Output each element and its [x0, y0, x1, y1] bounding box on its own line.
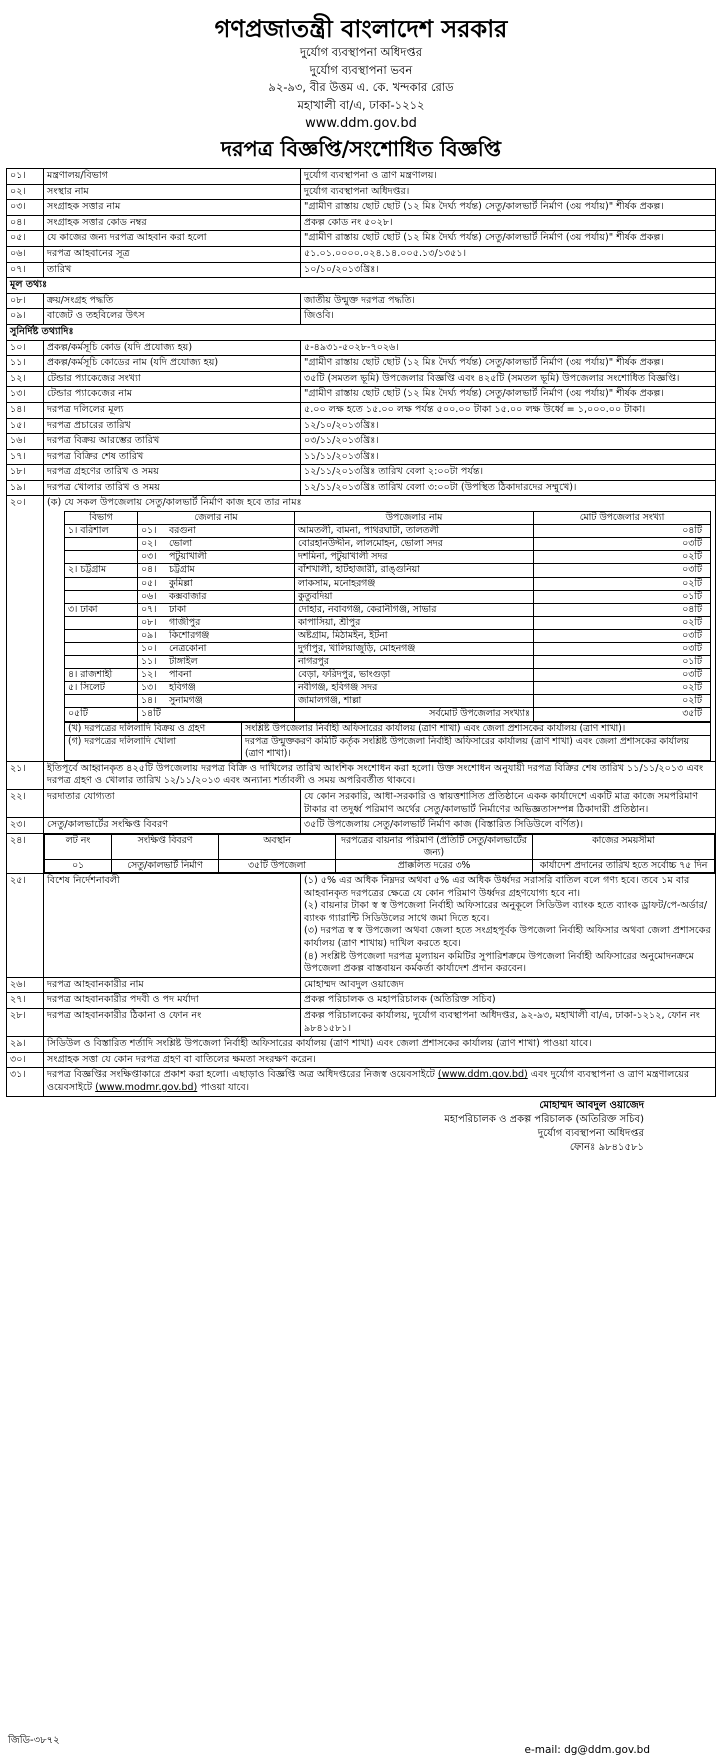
document-opening-row	[65, 735, 711, 760]
row-label: দরদাতার যোগ্যতা	[44, 790, 301, 818]
road-address: ৯২-৯৩, বীর উত্তম এ. কে. খন্দকার রোড	[268, 80, 454, 94]
row-label: প্রকল্প/কর্মসূচি কোড (যদি প্রযোজ্য হয়)	[44, 340, 301, 356]
row-number: ০৩।	[7, 200, 44, 216]
document-opening-value: দরপত্র উন্মুক্তকরণ কমিটি কর্তৃক সংশ্লিষ্ট উপজেলা নির্বাহী অফিসারের কার্যালয় (ত্রাণ শাখা) এবং জেলা প্রশাসকের কার্যালয় (ত্রাণ শাখা)।	[242, 735, 711, 760]
division-name: ৪। রাজশাহী	[65, 669, 138, 682]
table-row	[7, 246, 716, 262]
row-value: ১২/১১/২০১৩খ্রিঃ তারিখ বেলা ২:০০টা পর্যন্ত।	[301, 465, 716, 481]
district-number: ০৯।	[141, 629, 157, 641]
district-name: গাজীপুর	[169, 616, 201, 628]
row-number: ০৮।	[7, 293, 44, 309]
upazila-count: ০২টি	[534, 682, 711, 695]
district-name: বরগুনা	[169, 525, 196, 537]
section-main-info	[7, 278, 716, 294]
table-row30	[7, 1052, 716, 1068]
row-number: ১১।	[7, 356, 44, 372]
row-label: সেতু/কালভার্টের সংক্ষিপ্ত বিবরণ	[44, 818, 301, 834]
district-number: ১১।	[141, 656, 157, 668]
district-name: সুনামগঞ্জ	[169, 695, 203, 707]
table-row	[7, 465, 716, 481]
lot-row	[45, 860, 715, 873]
district-name: কুমিল্লা	[169, 577, 193, 589]
upazila-row	[65, 669, 711, 682]
row-number: ১৩।	[7, 387, 44, 403]
upazila-names: বাঁশখালী, হাটহাজারী, রাঙ্গুনিয়া	[295, 564, 534, 577]
lot-block	[44, 833, 716, 873]
publication-text: দরপত্র বিজ্ঞপ্তির সংক্ষিপ্তাকারে প্রকাশ করা হলো। এছাড়াও বিজ্ঞপ্তি অত্র অধিদপ্তরের নিজস্ব ওয়েবসাইটে	[47, 1069, 435, 1081]
division-name	[65, 656, 138, 669]
publication-text: এবং দুর্যোগ ব্যবস্থাপনা ও ত্রাণ মন্ত্রণালয়ের ওয়েবসাইটে	[47, 1069, 690, 1093]
table-row-21	[7, 761, 716, 789]
district-cell	[138, 590, 295, 603]
footer-code: জিডি-৩৮৭২	[8, 1735, 60, 1746]
district-number: ০১।	[141, 525, 157, 537]
division-name	[65, 551, 138, 564]
district-cell	[138, 643, 295, 656]
row-label: দরপত্র আহবানকারীর ঠিকানা ও ফোন নং	[44, 1009, 301, 1037]
table-row-24	[7, 833, 716, 873]
row-number: ২৬।	[7, 977, 44, 993]
district-cell	[138, 695, 295, 708]
upazila-table	[64, 511, 711, 722]
row-value: প্রকল্প কোড নং ৫০২৮।	[301, 215, 716, 231]
row-number: ৩১।	[7, 1068, 44, 1096]
publication-text: পাওয়া যাবে।	[200, 1082, 250, 1093]
district-number: ০৪।	[141, 564, 157, 576]
division-name: ৩। ঢাকা	[65, 603, 138, 616]
signer-email[interactable]: e-mail: dg@ddm.gov.bd	[524, 1744, 650, 1756]
document-opening-label: (গ) দরপত্রের দলিলাদি খোলা	[65, 735, 242, 760]
table-row	[7, 434, 716, 450]
upazila-total-row	[65, 708, 711, 721]
document-sale-value: সংশ্লিষ্ট উপজেলার নির্বাহী অফিসারের কার্যালয় (ত্রাণ শাখা) এবং জেলা প্রশাসকের কার্যালয় (ত্রাণ শাখা)।	[242, 722, 711, 735]
table-row	[7, 184, 716, 200]
upazila-count: ০৩টি	[534, 564, 711, 577]
table-row	[7, 993, 716, 1009]
division-name	[65, 629, 138, 642]
table-row22	[7, 790, 716, 818]
district-cell	[138, 629, 295, 642]
district-cell	[138, 551, 295, 564]
district-name: চট্টগ্রাম	[169, 564, 195, 576]
division-name: ১। বরিশাল	[65, 525, 138, 538]
table-row	[7, 977, 716, 993]
row-label: দরপত্র গ্রহণের তারিখ ও সময়	[44, 465, 301, 481]
row-value: ৫-৪৯৩১-৫০২৮-৭০২৬।	[301, 340, 716, 356]
row-number: ২৩।	[7, 818, 44, 834]
upazila-count: ০২টি	[534, 551, 711, 564]
section-specific-info-label: সুনির্দিষ্ট তথ্যাদিঃ	[7, 324, 716, 340]
row-label: দরপত্র আহবানকারীর পদবী ও পদ মর্যাদা	[44, 993, 301, 1009]
row-value: প্রকল্প পরিচালক ও মহাপরিচালক (অতিরিক্ত সচিব)	[301, 993, 716, 1009]
row-value: "গ্রামীণ রাস্তায় ছোট ছোট (১২ মিঃ দৈর্ঘ্য পর্যন্ত) সেতু/কালভার্ট নির্মাণ (৩য় পর্যায়)" শীর্ষক প্রকল্প।	[301, 200, 716, 216]
upazila-count: ০২টি	[534, 616, 711, 629]
upazila-names: নাগরপুর	[295, 656, 534, 669]
lot-table	[44, 834, 715, 873]
upazila-row	[65, 577, 711, 590]
district-name: পটুয়াখালী	[169, 551, 207, 563]
row-value: ০৩/১১/২০১৩খ্রিঃ।	[301, 434, 716, 450]
table-row	[7, 402, 716, 418]
upazila-names: কুতুবদিয়া	[295, 590, 534, 603]
lot-header-row	[45, 834, 715, 859]
instruction-item: (১) ৫% এর অধিক নিম্নদর অথবা ৫% এর অধিক উর্ধ্বদর সরাসরি বাতিল বলে গণ্য হবে। তবে ১ম বার আহবানকৃত দরপত্রের ক্ষেত্রে যে কোন পরিমাণ উর্ধ্বদর গ্রহণযোগ্য হবে না।	[304, 875, 690, 899]
row-value: যে কোন সরকারি, আধা-সরকারি ও স্বায়ত্তশাসিত প্রতিষ্ঠানে একক কার্যাদেশে একটি মাত্র কাজে সমপরিমাণ টাকার বা তদুর্ধ্ব পরিমাণ অর্থের সেতু/কালভার্ট নির্মাণের অভিজ্ঞতাসম্পন্ন ঠিকাদারী প্রতিষ্ঠান।	[301, 790, 716, 818]
upazila-count: ০৩টি	[534, 643, 711, 656]
lot-cell: সেতু/কালভার্ট নির্মাণ	[112, 860, 219, 873]
upazila-row	[65, 590, 711, 603]
row-value: "গ্রামীণ রাস্তায় ছোট ছোট (১২ মিঃ দৈর্ঘ্য পর্যন্ত) সেতু/কালভার্ট নির্মাণ (৩য় পর্যায়)" শীর্ষক প্রকল্প।	[301, 231, 716, 247]
row-value: ১০/১০/২০১৩খ্রিঃ।	[301, 262, 716, 278]
document-sale-table	[64, 722, 711, 761]
signer-title: মহাপরিচালক ও প্রকল্প পরিচালক (অতিরিক্ত সচিব)	[444, 1113, 644, 1125]
row-number: ০৯।	[7, 309, 44, 325]
upazila-names: জামালগঞ্জ, শাল্লা	[295, 695, 534, 708]
district-cell	[138, 577, 295, 590]
upazila-block	[44, 496, 716, 761]
upazila-row	[65, 656, 711, 669]
ddm-website-link[interactable]: (www.ddm.gov.bd)	[437, 1069, 528, 1081]
table-row	[7, 418, 716, 434]
upazila-count: ০৪টি	[534, 525, 711, 538]
division-name	[65, 538, 138, 551]
division-name	[65, 616, 138, 629]
row-number: ০১।	[7, 169, 44, 185]
row-number: ০৬।	[7, 246, 44, 262]
row-number: ১৫।	[7, 418, 44, 434]
district-number: ০৮।	[141, 616, 157, 628]
row-label: দরপত্র প্রচারের তারিখ	[44, 418, 301, 434]
district-number: ০৭।	[141, 603, 157, 615]
district-name: হবিগঞ্জ	[169, 682, 196, 694]
document-sale-row	[65, 722, 711, 735]
table-row	[7, 356, 716, 372]
row-label: বাজেট ও তহবিলের উৎস	[44, 309, 301, 325]
row-value: জাতীয় উন্মুক্ত দরপত্র পদ্ধতি।	[301, 293, 716, 309]
instruction-item: (২) বায়নার টাকা স্ব স্ব উপজেলা নির্বাহী অফিসারের অনুকূলে সিডিউল ব্যাংক হতে ব্যাংক ড্রাফট/পে-অর্ডার/ব্যাংক গ্যারান্টি সিডিউলের সাথে জমা দিতে হবে।	[304, 900, 708, 924]
signer-name: মোহাম্মদ আবদুল ওয়াজেদ	[539, 1099, 644, 1111]
division-name	[65, 695, 138, 708]
upazila-row	[65, 538, 711, 551]
district-number: ০৫।	[141, 577, 157, 589]
row-label: দরপত্র বিক্রয় আরম্ভের তারিখ	[44, 434, 301, 450]
upazila-row	[65, 564, 711, 577]
table-row	[7, 169, 716, 185]
government-title: গণপ্রজাতন্ত্রী বাংলাদেশ সরকার	[214, 15, 508, 43]
division-name: ২। চট্টগ্রাম	[65, 564, 138, 577]
row-value: জিওবি।	[301, 309, 716, 325]
table-row-20	[7, 496, 716, 761]
upazila-intro: (ক) যে সকল উপজেলায় সেতু/কালভার্ট নির্মাণ কাজ হবে তার নামঃ	[47, 497, 302, 509]
district-name: কিশোরগঞ্জ	[169, 629, 210, 641]
row-label: দরপত্র আহবানকারীর নাম	[44, 977, 301, 993]
district-cell	[138, 669, 295, 682]
row-number: ০৭।	[7, 262, 44, 278]
district-name: ভোলা	[169, 538, 193, 550]
table-row	[7, 231, 716, 247]
tender-info-table	[6, 168, 716, 1097]
row-number: ১৯।	[7, 480, 44, 496]
table-row	[7, 449, 716, 465]
table-row23	[7, 818, 716, 834]
row-value: সংগ্রাহক সত্তা যে কোন দরপত্র গ্রহণ বা বাতিলের ক্ষমতা সংরক্ষণ করেন।	[44, 1052, 716, 1068]
upazila-names: কাপাসিয়া, শ্রীপুর	[295, 616, 534, 629]
section-main-info-label: মূল তথ্যঃ	[7, 278, 716, 294]
row-number: ২৯।	[7, 1037, 44, 1053]
upazila-names: অষ্টগ্রাম, মিঠামইন, ইটনা	[295, 629, 534, 642]
website-link[interactable]: www.ddm.gov.bd	[305, 116, 417, 131]
lot-col-header: লট নং	[45, 834, 112, 859]
district-number: ০২।	[141, 538, 157, 550]
row-number: ২২।	[7, 790, 44, 818]
upazila-names: দোহার, নবাবগঞ্জ, কেরানীগঞ্জ, সাভার	[295, 603, 534, 616]
signer-phone: ফোনঃ ৯৮৪১৫৮১	[569, 1141, 644, 1153]
district-number: ০৩।	[141, 551, 157, 563]
row-number: ০২।	[7, 184, 44, 200]
upazila-count: ০৩টি	[534, 669, 711, 682]
building-name: দুর্যোগ ব্যবস্থাপনা ভবন	[309, 62, 413, 77]
row-value: প্রকল্প পরিচালকের কার্যালয়, দুর্যোগ ব্যবস্থাপনা অধিদপ্তর, ৯২-৯৩, মহাখালী বা/এ, ঢাকা-১২১২, ফোন নং ৯৮৪১৫৮১।	[301, 1009, 716, 1037]
row-value: দুর্যোগ ব্যবস্থাপনা ও ত্রাণ মন্ত্রণালয়।	[301, 169, 716, 185]
upazila-row	[65, 629, 711, 642]
district-cell	[138, 525, 295, 538]
upazila-row	[65, 643, 711, 656]
upazila-row	[65, 695, 711, 708]
row-number: ১২।	[7, 371, 44, 387]
row-number: ২১।	[7, 761, 44, 789]
division-name	[65, 590, 138, 603]
lot-cell: ৩৫টি উপজেলা	[219, 860, 336, 873]
table-row	[7, 293, 716, 309]
lot-cell: কার্যাদেশ প্রদানের তারিখ হতে সর্বোচ্চ ৭৫ দিন	[533, 860, 715, 873]
upazila-row	[65, 616, 711, 629]
upazila-count: ০২টি	[534, 695, 711, 708]
upazila-names: লাকসাম, মনোহরগঞ্জ	[295, 577, 534, 590]
upazila-row	[65, 682, 711, 695]
row-value: মোহাম্মদ আবদুল ওয়াজেদ	[301, 977, 716, 993]
table-row29	[7, 1037, 716, 1053]
row-number: ০৪।	[7, 215, 44, 231]
table-row-25	[7, 874, 716, 978]
upazila-col-header: উপজেলার নাম	[295, 512, 534, 525]
upazila-row	[65, 603, 711, 616]
district-name: টাঙ্গাইল	[169, 656, 198, 668]
lot-col-header: দরপত্রের বায়নার পরিমাণ (প্রতিটি সেতু/কালভার্টের জন্য)	[336, 834, 533, 859]
document-sale-label: (খ) দরপত্রের দলিলাদি বিক্রয় ও গ্রহণ	[65, 722, 242, 735]
upazila-names: বোরহানউদ্দীন, লালমোহন, ভোলা সদর	[295, 538, 534, 551]
row-label: টেন্ডার প্যাকেজের নাম	[44, 387, 301, 403]
table-row	[7, 387, 716, 403]
upazila-col-header: বিভাগ	[65, 512, 138, 525]
row-number: ১৪।	[7, 402, 44, 418]
section-specific-info	[7, 324, 716, 340]
upazila-row	[65, 525, 711, 538]
upazila-count: ০৩টি	[534, 538, 711, 551]
district-number: ১০।	[141, 643, 157, 654]
division-name	[65, 643, 138, 656]
row-number: ১৮।	[7, 465, 44, 481]
total-districts: ১৪টি	[138, 708, 295, 721]
row-value: দুর্যোগ ব্যবস্থাপনা অধিদপ্তর।	[301, 184, 716, 200]
row-label: সংগ্রাহক সত্তার কোড নম্বর	[44, 215, 301, 231]
row-label: মন্ত্রণালয়/বিভাগ	[44, 169, 301, 185]
district-cell	[138, 656, 295, 669]
total-divisions: ০৫টি	[65, 708, 138, 721]
row-label: দরপত্র খোলার তারিখ ও সময়	[44, 480, 301, 496]
upazila-names: দশমিনা, পটুয়াখালী সদর	[295, 551, 534, 564]
row-value: "গ্রামীণ রাস্তায় ছোট ছোট (১২ মিঃ দৈর্ঘ্য পর্যন্ত) সেতু/কালভার্ট নির্মাণ (৩য় পর্যায়)" শীর্ষক প্রকল্প।	[301, 356, 716, 372]
table-row	[7, 480, 716, 496]
row-number: ২৭।	[7, 993, 44, 1009]
instruction-item: (৪) সংশ্লিষ্ট উপজেলা দরপত্র মূল্যায়ন কমিটির সুপারিশক্রমে উপজেলা নির্বাহী অফিসারের অনুমোদনক্রমে উপজেলা প্রকল্প বাস্তবায়ন কর্মকর্তা কার্যাদেশ প্রদান করবেন।	[304, 950, 694, 975]
row-value: ১২/১০/২০১৩খ্রিঃ।	[301, 418, 716, 434]
district-number: ০৬।	[141, 590, 157, 602]
district-cell	[138, 616, 295, 629]
district-cell	[138, 682, 295, 695]
row-value: সিডিউল ও বিস্তারিত শর্তাদি সংশ্লিষ্ট উপজেলা নির্বাহী অফিসারের কার্যালয় (ত্রাণ শাখা) এবং জেলা প্রশাসকের কার্যালয় (ত্রাণ শাখা) পাওয়া যাবে।	[44, 1037, 716, 1053]
district-cell	[138, 538, 295, 551]
upazila-count: ০৩টি	[534, 629, 711, 642]
upazila-names: নবীগঞ্জ, হবিগঞ্জ সদর	[295, 682, 534, 695]
row-label: তারিখ	[44, 262, 301, 278]
row-number: ১৬।	[7, 434, 44, 450]
upazila-count: ০৪টি	[534, 603, 711, 616]
lot-col-header: কাজের সময়সীমা	[533, 834, 715, 859]
upazila-count: ০১টি	[534, 590, 711, 603]
upazila-col-header: মোট উপজেলার সংখ্যা	[534, 512, 711, 525]
instruction-item: (৩) দরপত্র স্ব স্ব উপজেলা অথবা জেলা হতে সংগ্রহপূর্বক উপজেলা নির্বাহী অফিসার অথবা জেলা প্রশাসকের কার্যালয় (ত্রাণ শাখায়) দাখিল করতে হবে।	[304, 925, 711, 950]
row-number: ২৪।	[7, 833, 44, 873]
row-number: ২০।	[7, 496, 44, 761]
district-name: ঢাকা	[169, 603, 187, 615]
row-number: ১০।	[7, 340, 44, 356]
row-value: ৩৫টি (সমতল ভূমি) উপজেলার বিজ্ঞপ্তি এবং ৪২৫টি (সমতল ভূমি) উপজেলার সংশোধিত বিজ্ঞপ্তি।	[301, 371, 716, 387]
upazila-names: দুর্গাপুর, খালিয়াজুড়ি, মোহনগঞ্জ	[295, 643, 534, 656]
upazila-row	[65, 551, 711, 564]
district-number: ১৩।	[141, 682, 157, 694]
row-number: ২৫।	[7, 874, 44, 978]
table-row-31	[7, 1068, 716, 1096]
district-name: পাবনা	[169, 669, 192, 681]
row-value: "গ্রামীণ রাস্তায় ছোট ছোট (১২ মিঃ দৈর্ঘ্য পর্যন্ত) সেতু/কালভার্ট নির্মাণ (৩য় পর্যায়)" শীর্ষক প্রকল্প।	[301, 387, 716, 403]
row-value: ৩৫টি উপজেলায় সেতু/কালভার্ট নির্মাণ কাজ (বিস্তারিত সিডিউলে বর্ণিত)।	[301, 818, 716, 834]
row-number: ০৫।	[7, 231, 44, 247]
upazila-count: ০২টি	[534, 577, 711, 590]
special-instructions	[301, 874, 716, 978]
row-value	[44, 1068, 716, 1096]
upazila-names: আমতলী, বামনা, পাথরঘাটা, তালতলী	[295, 525, 534, 538]
row-label: দরপত্র দলিলের মূল্য	[44, 402, 301, 418]
row-label: যে কাজের জন্য দরপত্র আহবান করা হলো	[44, 231, 301, 247]
upazila-count: ০১টি	[534, 656, 711, 669]
table-row	[7, 262, 716, 278]
district-cell	[138, 603, 295, 616]
row-number: ২৮।	[7, 1009, 44, 1037]
signer-office: দুর্যোগ ব্যবস্থাপনা অধিদপ্তর	[537, 1127, 644, 1139]
header	[6, 0, 716, 164]
modmr-website-link[interactable]: (www.modmr.gov.bd)	[95, 1082, 198, 1093]
row-value: ৫.০০ লক্ষ হতে ১৫.০০ লক্ষ পর্যন্ত ৫০০.০০ টাকা ১৫.০০ লক্ষ উর্ধ্বে = ১,০০০.০০ টাকা।	[301, 402, 716, 418]
upazila-names: বেড়া, ফরিদপুর, ভাংগুড়া	[295, 669, 534, 682]
table-row	[7, 200, 716, 216]
row-number: ১৭।	[7, 449, 44, 465]
row-label: টেন্ডার প্যাকেজের সংখ্যা	[44, 371, 301, 387]
district-number: ১৪।	[141, 695, 157, 707]
row-value: ইতিপূর্বে আহ্বানকৃত ৪২৫টি উপজেলায় দরপত্র বিক্রি ও দাখিলের তারিখ আংশিক সংশোধন করা হলো। উক্ত সংশোধন অনুযায়ী দরপত্র বিক্রির শেষ তারিখ ১১/১১/২০১৩ এবং দরপত্র গ্রহণ ও খোলার তারিখ ১২/১১/২০১৩ এবং অন্যান্য শর্তাবলী ও সময় অপরিবর্তীত থাকবে।	[44, 761, 716, 789]
table-row	[7, 309, 716, 325]
signature-block	[6, 1099, 716, 1155]
row-label: প্রকল্প/কর্মসূচি কোডের নাম (যদি প্রযোজ্য হয়)	[44, 356, 301, 372]
table-row	[7, 340, 716, 356]
total-upazilas: ৩৫টি	[534, 708, 711, 721]
division-name	[65, 577, 138, 590]
district-cell	[138, 564, 295, 577]
row-label: সংগ্রাহক সত্তার নাম	[44, 200, 301, 216]
row-number: ৩০।	[7, 1052, 44, 1068]
table-row	[7, 371, 716, 387]
upazila-header-row	[65, 512, 711, 525]
total-label: সর্বমোট উপজেলার সংখ্যাঃ	[295, 708, 534, 721]
department-name: দুর্যোগ ব্যবস্থাপনা অধিদপ্তর	[299, 45, 423, 59]
lot-cell: ০১	[45, 860, 112, 873]
lot-cell: প্রাক্কলিত দরের ৩%	[336, 860, 533, 873]
lot-col-header: সংক্ষিপ্ত বিবরণ	[112, 834, 219, 859]
row-value: ৫১.০১.০০০০.০২৪.১৪.০০৫.১৩/১৩৫১।	[301, 246, 716, 262]
row-label: দরপত্র আহবানের সূত্র	[44, 246, 301, 262]
table-row	[7, 215, 716, 231]
row-label: দরপত্র বিক্রির শেষ তারিখ	[44, 449, 301, 465]
district-number: ১২।	[141, 669, 157, 681]
notice-title: দরপত্র বিজ্ঞপ্তি/সংশোধিত বিজ্ঞপ্তি	[220, 137, 502, 161]
lot-col-header: অবস্থান	[219, 834, 336, 859]
row-label: ক্রয়/সংগ্রহ পদ্ধতি	[44, 293, 301, 309]
area-address: মহাখালী বা/এ, ঢাকা-১২১২	[297, 97, 425, 112]
division-name: ৫। সিলেট	[65, 682, 138, 695]
district-name: নেত্রকোনা	[169, 643, 207, 654]
row-label: বিশেষ নির্দেশনাবলী	[44, 874, 301, 978]
row-label: সংস্থার নাম	[44, 184, 301, 200]
row-value: ১১/১১/২০১৩খ্রিঃ।	[301, 449, 716, 465]
row-value: ১২/১১/২০১৩খ্রিঃ তারিখ বেলা ৩:০০টা (উপস্থিত ঠিকাদারদের সম্মুখে)।	[301, 480, 716, 496]
district-name: কক্সবাজার	[169, 590, 207, 602]
table-row	[7, 1009, 716, 1037]
upazila-col-header: জেলার নাম	[138, 512, 295, 525]
